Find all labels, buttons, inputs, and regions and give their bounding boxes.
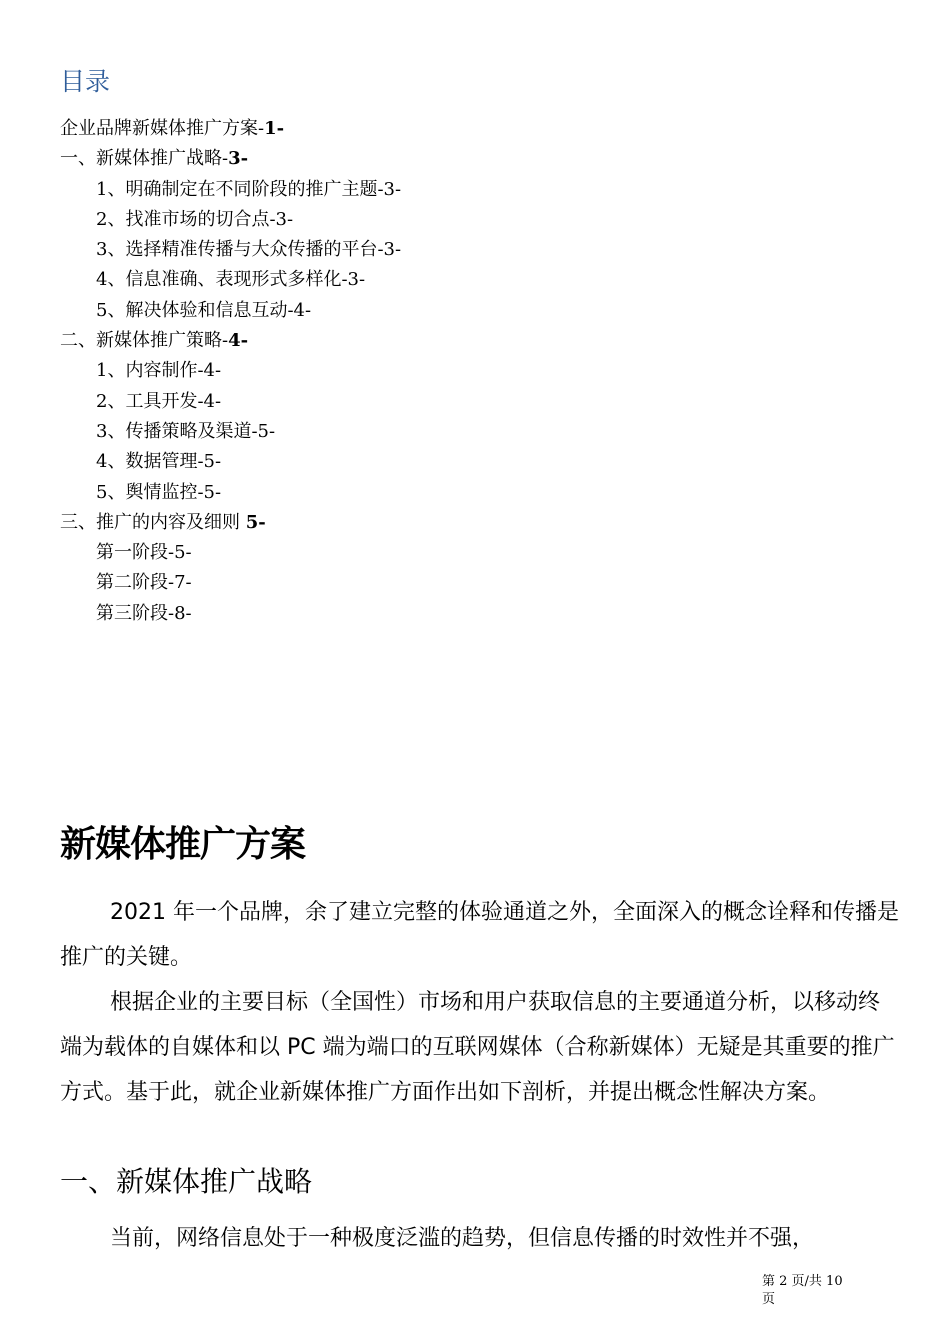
toc-page-number: 8- [174,602,192,624]
toc-page-number: 3- [383,178,402,200]
toc-page-number: 1- [264,118,285,139]
toc-item[interactable]: 3、选择精准传播与大众传播的平台-3- [96,239,402,261]
toc-heading: 目录 [60,67,111,96]
toc-page-number: 3- [383,239,402,261]
toc-item[interactable]: 企业品牌新媒体推广方案-1- [60,118,285,139]
toc-item[interactable]: 第一阶段-5- [96,542,192,564]
toc-item[interactable]: 一、新媒体推广战略-3- [60,148,249,170]
toc-page-number: 7- [174,572,192,594]
body-paragraph: 当前，网络信息处于一种极度泛滥的趋势，但信息传播的时效性并不强， [110,1226,815,1251]
toc-item[interactable]: 4、信息准确、表现形式多样化-3- [96,269,366,291]
toc-page-number: 5- [174,542,192,564]
toc-page-number: 3- [228,148,249,170]
document-title: 新媒体推广方案 [60,824,306,865]
toc-item[interactable]: 3、传播策略及渠道-5- [96,420,276,442]
section-heading: 一、新媒体推广战略 [60,1165,313,1198]
toc-item[interactable]: 1、明确制定在不同阶段的推广主题-3- [96,178,402,200]
toc-page-number: 5- [203,481,222,503]
toc-page-number: 3- [275,208,294,230]
table-of-contents [60,114,401,629]
toc-page-number: 3- [347,269,366,291]
toc-item[interactable]: 第二阶段-7- [96,572,192,594]
toc-item[interactable]: 三、推广的内容及细则 5- [60,511,266,533]
toc-item[interactable]: 4、数据管理-5- [96,451,222,473]
body-paragraph: 根据企业的主要目标（全国性）市场和用户获取信息的主要通道分析，以移动终端为载体的自媒体和以 PC 端为端口的互联网媒体（合称新媒体）无疑是其重要的推广方式。基于此，就企业新媒体推广方面作出如下剖析，并提出概念性解决方案。 [60,990,895,1105]
toc-page-number: 5- [257,420,276,442]
toc-item[interactable]: 二、新媒体推广策略-4- [60,330,249,352]
page-indicator: 第 2 页/共 10 页 [762,1274,843,1307]
body-paragraph: 2021 年一个品牌，余了建立完整的体验通道之外，全面深入的概念诠释和传播是推广的关键。 [60,900,899,970]
toc-item[interactable]: 5、解决体验和信息互动-4- [96,299,312,321]
toc-item[interactable]: 2、工具开发-4- [96,390,222,412]
toc-page-number: 4- [228,330,249,352]
toc-page-number: 5- [203,451,222,473]
toc-item[interactable]: 2、找准市场的切合点-3- [96,208,294,230]
toc-page-number: 4- [203,360,222,382]
toc-item[interactable]: 1、内容制作-4- [96,360,222,382]
toc-item[interactable]: 第三阶段-8- [96,602,192,624]
toc-page-number: 4- [293,299,312,321]
toc-item[interactable]: 5、舆情监控-5- [96,481,222,503]
toc-page-number: 5- [245,511,266,533]
toc-page-number: 4- [203,390,222,412]
